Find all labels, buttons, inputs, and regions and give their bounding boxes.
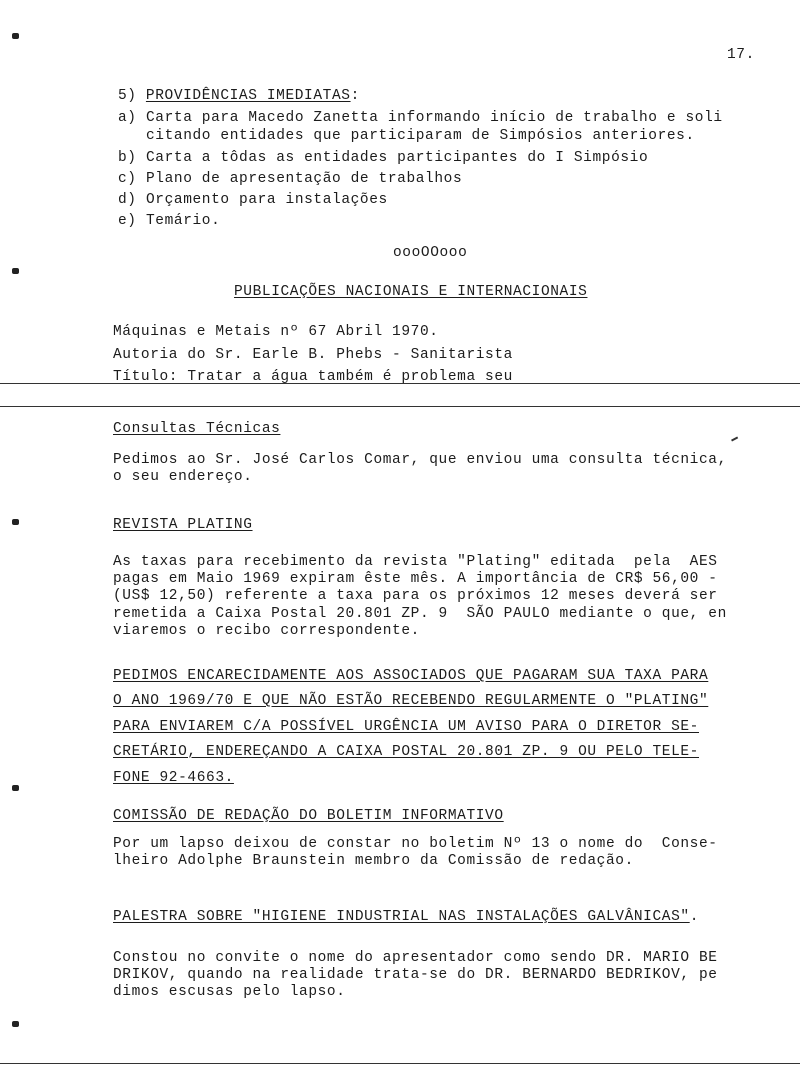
publicacoes-line-1: Máquinas e Metais nº 67 Abril 1970.	[113, 324, 439, 340]
publicacoes-heading: PUBLICAÇÕES NACIONAIS E INTERNACIONAIS	[234, 284, 588, 300]
publicacoes-line-3: Título: Tratar a água também é problema seu	[113, 369, 513, 385]
comissao-heading: COMISSÃO DE REDAÇÃO DO BOLETIM INFORMATIVO	[113, 808, 504, 824]
item-d-line-1: Orçamento para instalações	[146, 192, 388, 208]
binder-mark	[12, 785, 19, 791]
binder-mark	[12, 268, 19, 274]
item-letter-e: e)	[118, 213, 137, 229]
aviso-line-2: O ANO 1969/70 E QUE NÃO ESTÃO RECEBENDO REGULARMENTE O "PLATING"	[113, 693, 709, 709]
item-a-line-2: citando entidades que participaram de Simpósios anteriores.	[146, 128, 695, 144]
comissao-body: Por um lapso deixou de constar no boletim Nº 13 o nome do Conse- lheiro Adolphe Braunstein membro da Comissão de redação.	[113, 836, 718, 870]
palestra-body: Constou no convite o nome do apresentador como sendo DR. MARIO BE DRIKOV, quando na realidade trata-se do DR. BERNARDO BEDRIKOV, pe dimos escusas pelo lapso.	[113, 950, 718, 1001]
palestra-heading	[113, 909, 699, 925]
item-b-line-1: Carta a tôdas as entidades participantes do I Simpósio	[146, 150, 649, 166]
binder-mark	[12, 1021, 19, 1027]
aviso-line-1: PEDIMOS ENCARECIDAMENTE AOS ASSOCIADOS QUE PAGARAM SUA TAXA PARA	[113, 668, 709, 684]
bottom-edge-line	[0, 1063, 800, 1064]
item-a-line-1: Carta para Macedo Zanetta informando início de trabalho e soli	[146, 110, 723, 126]
consultas-body: Pedimos ao Sr. José Carlos Comar, que enviou uma consulta técnica, o seu endereço.	[113, 452, 727, 486]
binder-mark	[12, 519, 19, 525]
section5-colon: :	[350, 88, 360, 104]
palestra-heading-text: PALESTRA SOBRE "HIGIENE INDUSTRIAL NAS INSTALAÇÕES GALVÂNICAS"	[113, 909, 690, 925]
item-letter-a: a)	[118, 110, 137, 126]
item-letter-d: d)	[118, 192, 137, 208]
palestra-heading-end: .	[689, 909, 699, 925]
section-separator: oooOOooo	[393, 245, 468, 261]
item-letter-b: b)	[118, 150, 137, 166]
publicacoes-line-2: Autoria do Sr. Earle B. Phebs - Sanitarista	[113, 347, 513, 363]
aviso-line-5: FONE 92-4663.	[113, 770, 234, 786]
binder-mark	[12, 33, 19, 39]
consultas-heading: Consultas Técnicas	[113, 421, 281, 437]
cut-line	[0, 406, 800, 407]
aviso-line-4: CRETÁRIO, ENDEREÇANDO A CAIXA POSTAL 20.801 ZP. 9 OU PELO TELE-	[113, 744, 699, 760]
section5-number: 5)	[118, 88, 137, 104]
pen-tick	[731, 436, 738, 441]
revista-heading: REVISTA PLATING	[113, 517, 253, 533]
aviso-line-3: PARA ENVIAREM C/A POSSÍVEL URGÊNCIA UM AVISO PARA O DIRETOR SE-	[113, 719, 699, 735]
item-e-line-1: Temário.	[146, 213, 221, 229]
item-c-line-1: Plano de apresentação de trabalhos	[146, 171, 463, 187]
section5-title: PROVIDÊNCIAS IMEDIATAS	[145, 88, 351, 104]
cut-line	[0, 383, 800, 384]
page-number: 17.	[727, 47, 755, 63]
section5-heading	[118, 88, 360, 104]
item-letter-c: c)	[118, 171, 137, 187]
revista-body: As taxas para recebimento da revista "Plating" editada pela AES pagas em Maio 1969 expiram êste mês. A importância de CR$ 56,00 - (US$ 12,50) referente a taxa para os próximos 12 meses deverá ser remetida a Caixa Postal 20.801 ZP. 9 SÃO PAULO mediante o que, en viaremos o recibo correspondente.	[113, 554, 727, 639]
